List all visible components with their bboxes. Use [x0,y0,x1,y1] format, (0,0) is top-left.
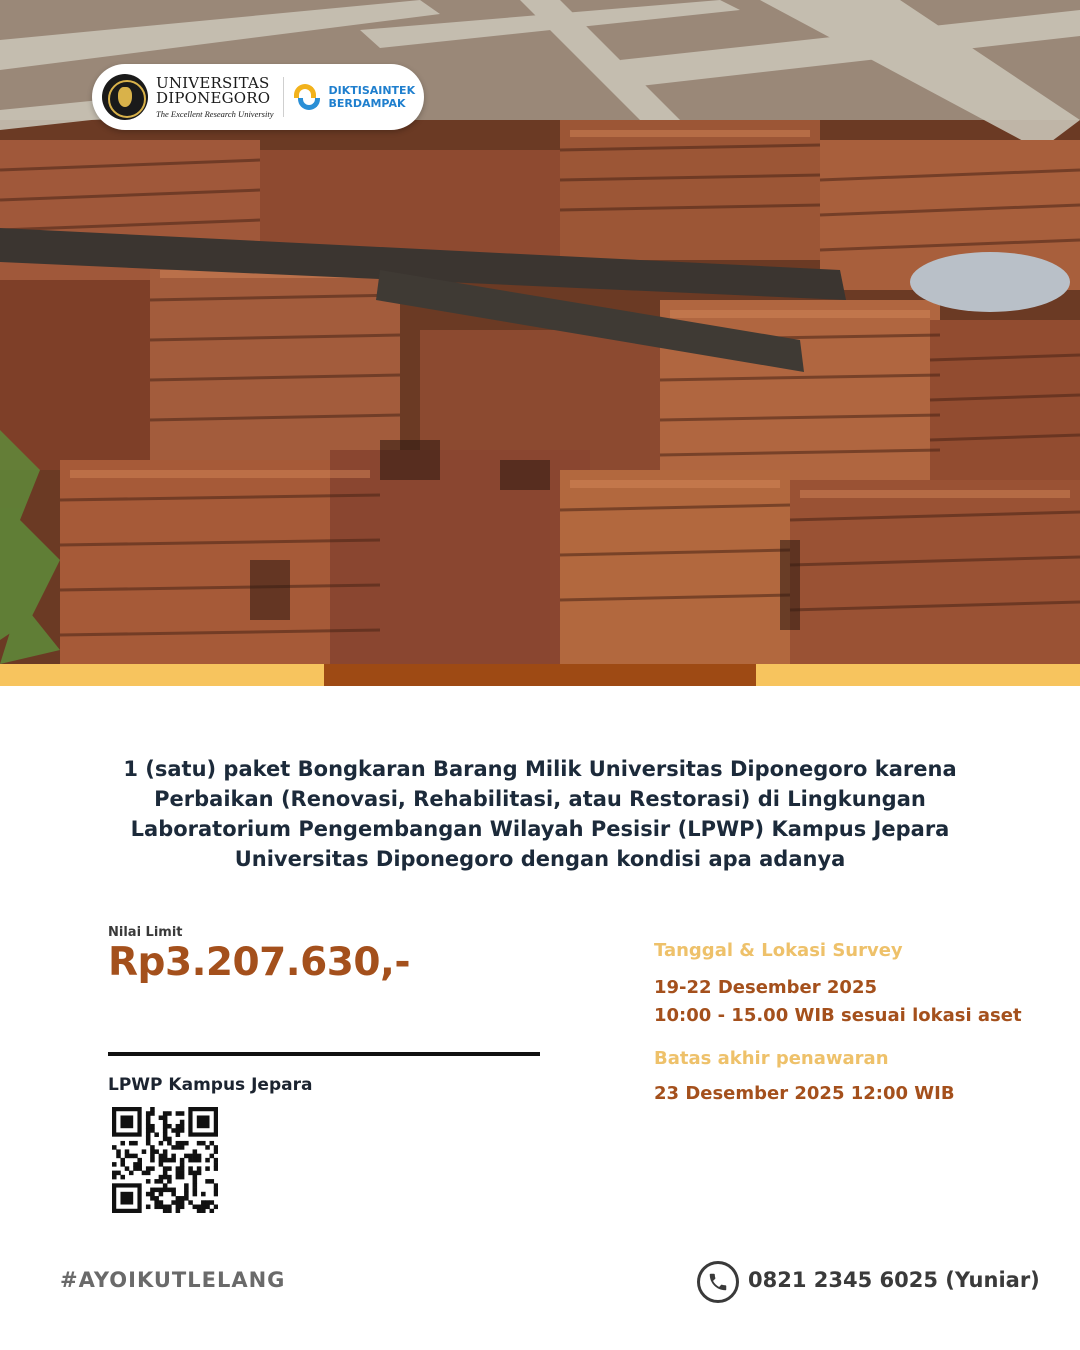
phone-icon [697,1261,739,1303]
asset-description [90,754,990,874]
logo-divider [283,77,284,117]
partner-line2: BERDAMPAK [328,97,406,110]
description-line: 1 (satu) paket Bongkaran Barang Milik Universitas Diponegoro karena [123,757,957,781]
survey-date: 19-22 Desember 2025 [654,977,877,998]
contact-phone[interactable]: 0821 2345 6025 (Yuniar) [748,1268,1040,1292]
partner-line1: DIKTISAINTEK [328,83,416,97]
university-name-line1: UNIVERSITAS [156,73,270,92]
diktisaintek-logo-icon [292,80,322,114]
partner-wordmark [328,84,415,110]
deadline-heading: Batas akhir penawaran [654,1048,889,1069]
description-line: Perbaikan (Renovasi, Rehabilitasi, atau Restorasi) di Lingkungan [154,787,926,811]
university-name-line2: DIPONEGORO [156,88,271,107]
accent-band-dark [324,664,756,686]
description-line: Laboratorium Pengembangan Wilayah Pesisir (LPWP) Kampus Jepara [130,817,950,841]
limit-value: Rp3.207.630,- [108,940,411,985]
limit-label: Nilai Limit [108,925,183,940]
undip-wordmark [156,73,274,119]
undip-seal-icon [102,74,148,120]
university-tagline: The Excellent Research University [156,108,274,119]
description-line: Universitas Diponegoro dengan kondisi apa adanya [234,847,846,871]
location-name: LPWP Kampus Jepara [108,1075,313,1095]
hashtag: #AYOIKUTLELANG [60,1268,286,1292]
survey-time: 10:00 - 15.00 WIB sesuai lokasi aset [654,1005,1022,1026]
deadline-value: 23 Desember 2025 12:00 WIB [654,1083,955,1104]
survey-heading: Tanggal & Lokasi Survey [654,940,903,961]
qr-code-icon[interactable] [112,1107,218,1213]
section-divider [108,1052,540,1056]
logo-badge [92,64,424,130]
